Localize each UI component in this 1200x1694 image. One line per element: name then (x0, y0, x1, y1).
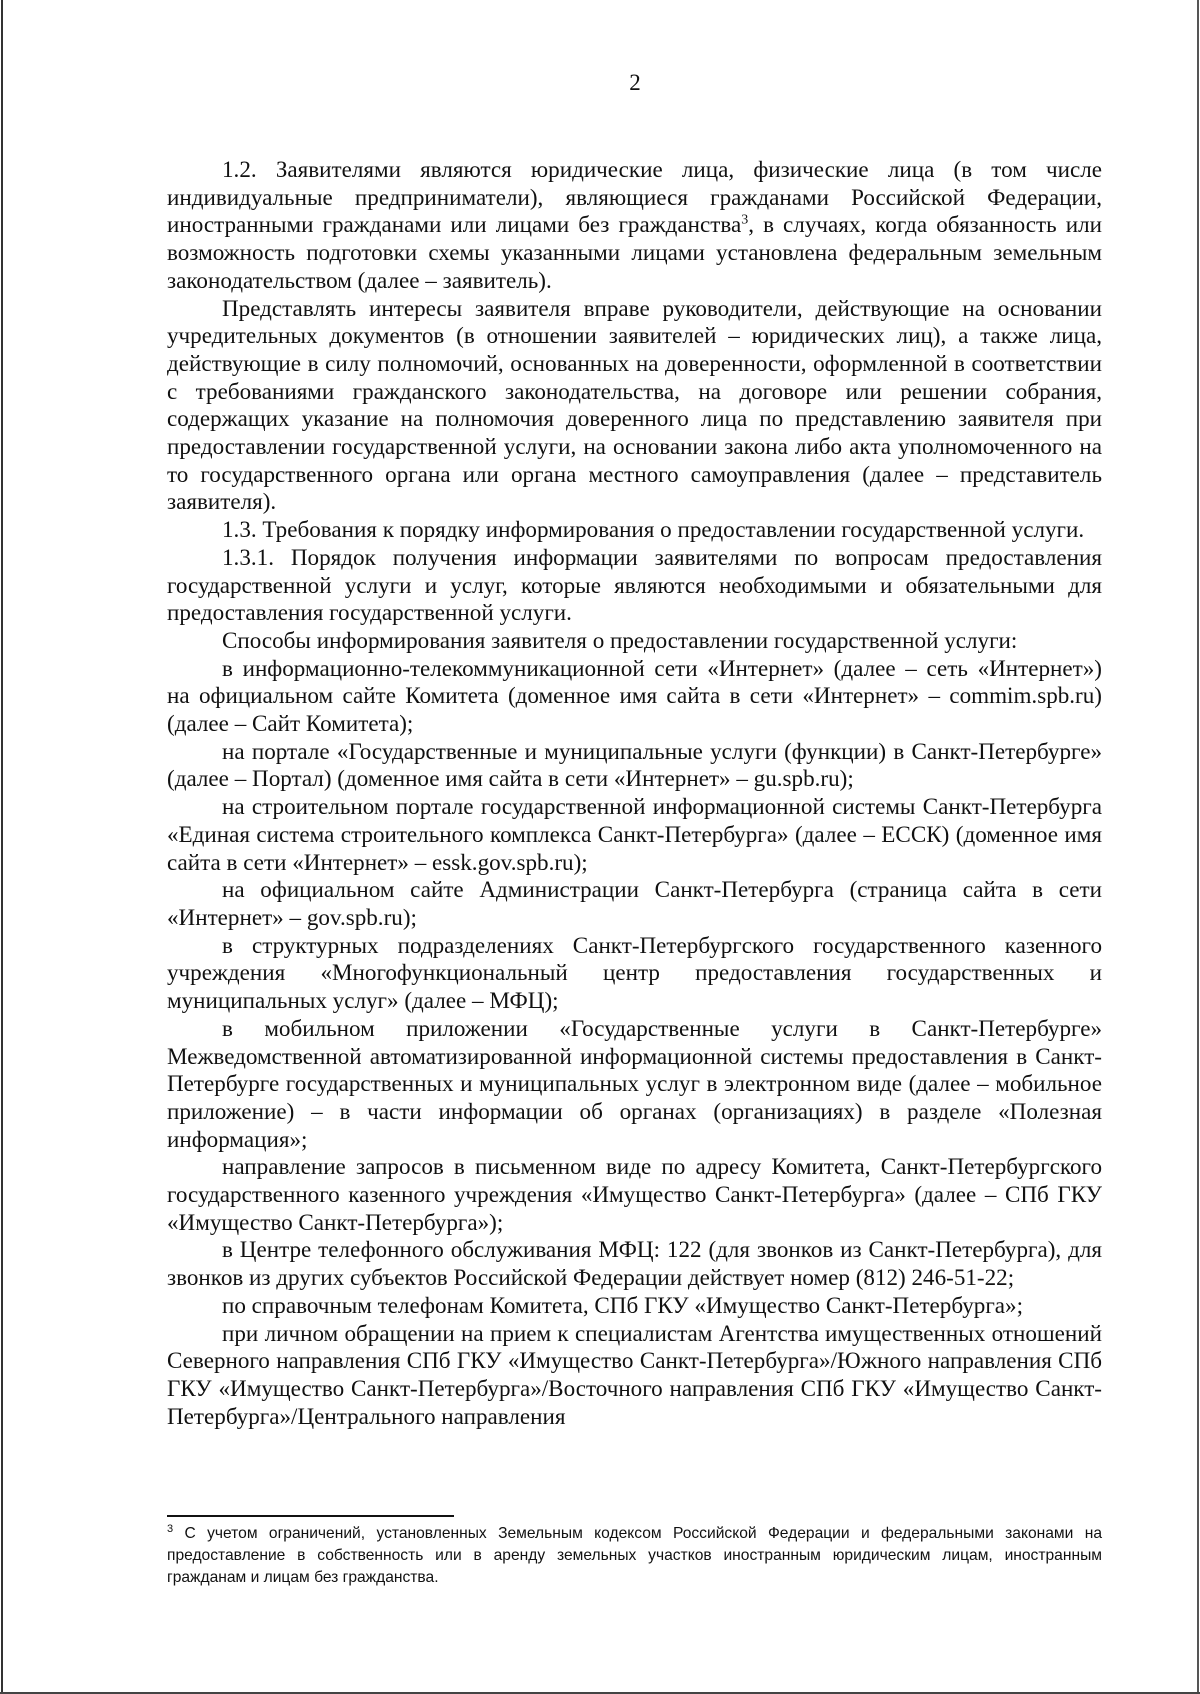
paragraph-method-essk: на строительном портале государственной информационной системы Санкт-Петербурга «Единая система строительного комплекса Санкт-Петербурга» (далее – ЕССК) (доменное имя сайта в сети «Интернет» – essk.gov.spb.ru); (167, 793, 1102, 875)
page-edge-right (1197, 0, 1199, 1694)
footnote-reference: 3 (741, 212, 749, 228)
paragraph-1-3: 1.3. Требования к порядку информирования о предоставлении государственной услуги. (222, 516, 1085, 543)
paragraph-representatives: Представлять интересы заявителя вправе руководители, действующие на основании учредительных документов (в отношении заявителей – юридических лиц), а также лица, действующие в силу полномочий, основанных на доверенности, оформленной в соответствии с требованиями гражданского законодательства, на договоре или решении собрания, содержащих указание на полномочия доверенного лица по представлению заявителя при предоставлении государственной услуги, на основании закона либо акта уполномоченного на то государственного органа или органа местного самоуправления (далее – представитель заявителя). (167, 294, 1102, 515)
paragraph-method-portal: на портале «Государственные и муниципальные услуги (функции) в Санкт-Петербурге» (далее – Портал) (доменное имя сайта в сети «Интернет» – gu.spb.ru); (167, 737, 1102, 792)
page-number: 2 (629, 70, 641, 95)
paragraph-method-call-center: в Центре телефонного обслуживания МФЦ: 122 (для звонков из Санкт-Петербурга), для звонков из других субъектов Российской Федерации действует номер (812) 246-51-22; (167, 1236, 1102, 1291)
footnote-marker: 3 (167, 1522, 174, 1535)
paragraph-1-3-1: 1.3.1. Порядок получения информации заявителями по вопросам предоставления государственной услуги и услуг, которые являются необходимыми и обязательными для предоставления государственной услуги. (167, 543, 1102, 626)
paragraph-method-internet: в информационно-телекоммуникационной сети «Интернет» (далее – сеть «Интернет») на официальном сайте Комитета (доменное имя сайта в сети «Интернет» – commim.spb.ru) (далее – Сайт Комитета); (167, 654, 1102, 737)
footnote-text: С учетом ограничений, установленных Земельным кодексом Российской Федерации и федеральными законами на предоставление в собственность или в аренду земельных участков иностранным юридическим лицам, иностранным гражданам и лицам без гражданства. (167, 1525, 1102, 1586)
paragraph-text: , в случаях, когда обязанность или возможность подготовки схемы указанными лицами установлена федеральным земельным законодательством (далее – заявитель). (167, 211, 1102, 293)
paragraph-methods-intro: Способы информирования заявителя о предоставлении государственной услуги: (222, 626, 1018, 653)
paragraph-method-mfc: в структурных подразделениях Санкт-Петербургского государственного казенного учреждения «Многофункциональный центр предоставления государственных и муниципальных услуг» (далее – МФЦ); (167, 931, 1102, 1014)
paragraph-method-administration: на официальном сайте Администрации Санкт-Петербурга (страница сайта в сети «Интернет» – gov.spb.ru); (167, 876, 1102, 930)
document-body (167, 156, 1102, 1430)
page-edge-left (1, 0, 3, 1694)
paragraph-text: 1.2. Заявителями являются юридические лица, физические лица (в том числе индивидуальные предприниматели), являющиеся гражданами Российской Федерации, иностранными гражданами или лицами без гражданства (167, 156, 1102, 238)
paragraph-method-personal-visit: при личном обращении на прием к специалистам Агентства имущественных отношений Северного направления СПб ГКУ «Имущество Санкт-Петербурга»/Южного направления СПб ГКУ «Имущество Санкт-Петербурга»/Восточного направления СПб ГКУ «Имущество Санкт-Петербурга»/Центрального направления (167, 1319, 1102, 1429)
footnote-separator (167, 1515, 454, 1517)
paragraph-method-written-request: направление запросов в письменном виде по адресу Комитета, Санкт-Петербургского государственного казенного учреждения «Имущество Санкт-Петербурга» (далее – СПб ГКУ «Имущество Санкт-Петербурга»); (167, 1153, 1102, 1235)
paragraph-method-mobile-app: в мобильном приложении «Государственные услуги в Санкт-Петербурге» Межведомственной автоматизированной информационной системы предоставления в Санкт-Петербурге государственных и муниципальных услуг в электронном виде (далее – мобильное приложение) – в части информации об органах (организациях) в разделе «Полезная информация»; (167, 1014, 1102, 1152)
paragraph-1-2 (167, 156, 1102, 295)
paragraph-method-reference-phones: по справочным телефонам Комитета, СПб ГКУ «Имущество Санкт-Петербурга»; (222, 1291, 1024, 1318)
footnote (167, 1523, 1102, 1589)
